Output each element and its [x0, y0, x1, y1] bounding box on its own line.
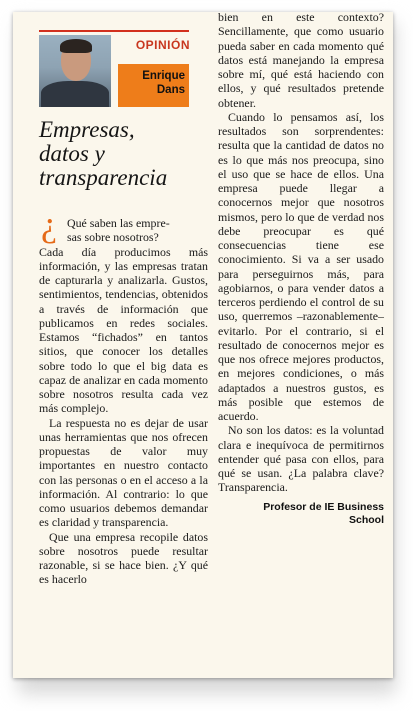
- body-paragraph: Cuando lo pensamos así, los resultados son sorprendentes: resulta que la cantidad de datos no es lo que más nos preocupa, sino el uso que se hace de ellos. Una empresa puede llegar a conocernos mejor que nosotros mismos, pero lo que de verdad nos debe preocupar es qué consecuencias tiene ese conocimiento. Si va a ser usado para perseguirnos más, para agobiarnos, o para vender datos a terceros perdiendo el control de su uso, querremos –razonablemente– evitarlo. Por el contrario, si el resultado de conocernos mejor es que nos ofrece mejores productos, en mejores condiciones, o más adaptados a nuestros gustos, es más posible que estemos de acuerdo.: [218, 109, 384, 423]
- body-paragraph: bien en este contexto? Sencillamente, que como usuario pueda saber en cada momento qué datos está manejando la empresa sobre mí, qué está haciendo con ellos, y qué resultados pretende obtener.: [218, 12, 384, 110]
- author-box: [118, 64, 189, 107]
- drop-cap: ¿: [41, 204, 57, 244]
- author-signature: [218, 501, 384, 527]
- headline-line: datos y: [39, 141, 105, 166]
- left-body-text: [39, 216, 208, 587]
- lede-line: Qué saben las empre-: [67, 216, 170, 230]
- left-column: [39, 12, 210, 678]
- headline: [39, 118, 210, 190]
- photo-shoulders: [41, 81, 109, 107]
- author-name: [142, 69, 185, 97]
- headline-line: Empresas,: [39, 117, 135, 142]
- section-label: OPINIÓN: [135, 38, 190, 52]
- signature-line: School: [348, 513, 384, 526]
- header-rule: [39, 30, 189, 32]
- author-last-name: Dans: [156, 84, 185, 96]
- body-paragraph: No son los datos: es la voluntad clara e inequívoca de permitirnos entender qué pasa con ellos, para qué se usan. ¿La palabra clave? Transparencia.: [218, 423, 384, 495]
- author-photo: [39, 35, 111, 107]
- headline-line: transparencia: [39, 165, 168, 190]
- newspaper-clipping: [13, 12, 393, 678]
- photo-hair: [60, 39, 92, 53]
- body-paragraph: Cada día producimos más información, y las empresas tratan de capturarla y analizarla. Gustos, sentimientos, tendencias, obtenidos a través de información que publicamos en redes sociales. Estamos “fichados” en tantos sitios, que conocer los detalles sobre todo lo que el big data es capaz de analizar en cada momento sobre nosotros resulta cada vez más complejo.: [39, 244, 208, 416]
- right-body-text: [218, 12, 384, 527]
- body-paragraph: Que una empresa recopile datos sobre nosotros puede resultar razonable, si se hace bien. ¿Y qué es hacerlo: [39, 529, 208, 587]
- column-header: [39, 30, 210, 112]
- signature-line: Profesor de IE Business: [263, 500, 384, 513]
- lede-line: sas sobre nosotros?: [67, 230, 159, 245]
- right-column: [218, 12, 384, 678]
- body-paragraph: La respuesta no es dejar de usar unas herramientas que nos ofrecen propuestas de valor muy importantes en nuestro contacto con las personas o en el acceso a la información. Al contrario: lo que como usuarios debemos demandar es claridad y transparencia.: [39, 415, 208, 530]
- author-first-name: Enrique: [142, 70, 185, 82]
